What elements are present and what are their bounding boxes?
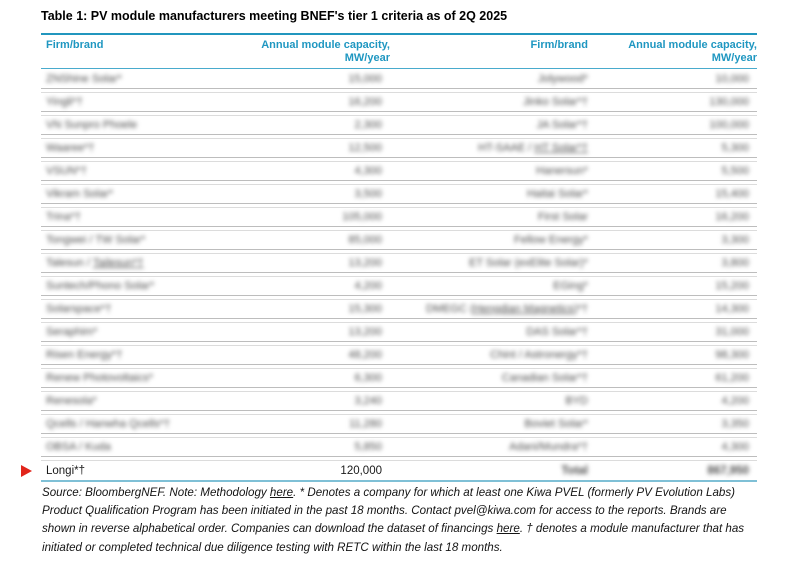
table-row (41, 115, 757, 135)
firm-cell-right: DMEGC (Hengdian Magnetics)*† (425, 303, 588, 315)
firm-cell-right: Boviet Solar* (524, 418, 588, 430)
firm-cell-left: Suntech/Phono Solar* (46, 280, 155, 292)
capacity-cell-left: 13,200 (348, 257, 382, 269)
table-row (41, 253, 757, 273)
header-firm-right: Firm/brand (530, 39, 588, 51)
firm-cell-right: Fellow Energy* (514, 234, 588, 246)
firm-cell-left: Waaree*† (46, 142, 95, 154)
table-row (41, 69, 757, 89)
table-row (41, 322, 757, 342)
firm-cell-left: Qcells / Hanwha Qcells*† (46, 418, 171, 430)
capacity-cell-left: 11,280 (349, 418, 382, 430)
table-row (41, 414, 757, 434)
capacity-cell-right: 31,000 (715, 326, 749, 338)
table-header-row (41, 35, 757, 69)
table-row (41, 161, 757, 181)
note-text: . † denotes a module manufacturer that has initiated or completed technical due diligence testing with RETC within the last 18 months. (42, 522, 745, 554)
firm-cell-right: Jinko Solar*† (523, 96, 588, 108)
capacity-cell-right: 5,300 (721, 142, 749, 154)
capacity-cell-right: 15,200 (715, 280, 749, 292)
table-row (41, 207, 757, 227)
firm-cell-right: BYD (565, 395, 588, 407)
capacity-cell-right: 10,000 (715, 72, 749, 85)
firm-cell-left: OBSA / Kuda (46, 441, 111, 453)
firm-cell-right: Jolywood* (537, 72, 588, 85)
capacity-cell-right: 14,300 (715, 303, 749, 315)
firm-cell-right: Hanersun* (536, 165, 588, 177)
methodology-link[interactable]: here (269, 486, 294, 499)
note-text: . * Denotes a company for which at least one Kiwa PVEL (formerly PV Evolution Labs) Product Qualification Program has been initiated in the past 18 months. Contact pvel@kiwa.com for access to the reports. Brands are shown in reverse alphabetical order. Companies can download the dataset of financings (42, 486, 735, 536)
red-arrow-icon (21, 465, 32, 477)
capacity-cell-right: 3,300 (721, 234, 749, 246)
capacity-cell-left: 15,300 (348, 303, 382, 315)
note-text: Source: BloombergNEF. Note: Methodology (42, 486, 270, 499)
firm-cell-left: ZNShine Solar* (46, 72, 122, 85)
capacity-cell-right: 61,200 (715, 372, 749, 384)
capacity-cell-left: 2,300 (354, 119, 382, 131)
firm-cell-left: Vikram Solar* (46, 188, 114, 200)
table-row (41, 345, 757, 365)
header-firm-left: Firm/brand (46, 39, 104, 51)
longi-firm-cell: Longi*† (41, 465, 211, 477)
capacity-cell-left: 16,200 (348, 96, 382, 108)
firm-cell-left: Renesola* (46, 395, 97, 407)
capacity-cell-right: 3,800 (721, 257, 749, 269)
firm-cell-right: ET Solar (exElite Solar)* (468, 257, 588, 269)
capacity-cell-left: 3,500 (354, 188, 382, 200)
firm-cell-right: HT-SAAE / HT Solar*† (478, 142, 588, 154)
header-capacity-left: Annual module capacity, MW/year (261, 39, 390, 64)
capacity-cell-right: 98,300 (715, 349, 749, 361)
capacity-cell-right: 4,300 (721, 441, 749, 453)
table-body (41, 69, 757, 480)
capacity-cell-left: 3,240 (354, 395, 382, 407)
longi-capacity-cell: 120,000 (340, 464, 382, 477)
capacity-cell-left: 4,200 (354, 280, 382, 292)
total-label-cell: Total (561, 464, 588, 477)
capacity-cell-left: 105,000 (342, 211, 382, 223)
capacity-cell-left: 6,300 (354, 372, 382, 384)
firm-cell-left: VSUN*† (46, 165, 87, 177)
firm-cell-right: Chint / Astronergy*† (490, 349, 588, 361)
capacity-cell-right: 4,200 (721, 395, 749, 407)
firm-cell-right: Canadian Solar*† (501, 372, 588, 384)
firm-cell-right: First Solar (537, 211, 588, 223)
firm-cell-left: VN Sunpro Phoele (46, 119, 138, 131)
table-row (41, 92, 757, 112)
firm-cell-left: Talesun / Tailesun*† (46, 257, 144, 269)
table-title: Table 1: PV module manufacturers meeting BNEF's tier 1 criteria as of 2Q 2025 (41, 9, 508, 23)
capacity-cell-left: 12,500 (348, 142, 382, 154)
firm-cell-right: Haitai Solar* (526, 188, 588, 200)
capacity-cell-right: 130,000 (709, 96, 749, 108)
table-row (41, 138, 757, 158)
firm-cell-left: Seraphim* (46, 326, 98, 338)
firm-cell-left: Tongwei / TW Solar* (46, 234, 146, 246)
firm-cell-left: Risen Energy*† (46, 349, 123, 361)
capacity-cell-right: 15,400 (715, 188, 749, 200)
capacity-cell-left: 48,200 (348, 349, 382, 361)
pv-tier1-table (41, 33, 757, 482)
table-row (41, 437, 757, 457)
firm-cell-right: Adani/Mundra*† (509, 441, 588, 453)
table-row (41, 184, 757, 204)
capacity-cell-right: 5,500 (721, 165, 749, 177)
firm-cell-left: Yingli*† (46, 96, 83, 108)
table-row (41, 230, 757, 250)
firm-cell-right: DAS Solar*† (526, 326, 588, 338)
firm-cell-left: Trina*† (46, 211, 82, 223)
firm-cell-right: EGing* (553, 280, 588, 292)
capacity-cell-right: 3,350 (721, 418, 749, 430)
capacity-cell-right: 100,000 (709, 119, 749, 131)
financings-link[interactable]: here (496, 522, 520, 536)
table-row (41, 299, 757, 319)
firm-cell-right: JA Solar*† (536, 119, 588, 131)
source-notes (42, 484, 756, 557)
capacity-cell-left: 13,200 (348, 326, 382, 338)
capacity-cell-left: 5,850 (354, 441, 382, 453)
table-row (41, 368, 757, 388)
header-capacity-right: Annual module capacity, MW/year (628, 39, 757, 64)
capacity-cell-left: 85,000 (348, 234, 382, 246)
table-row (41, 391, 757, 411)
table-row-longi (41, 460, 757, 480)
firm-cell-left: Renew Photovoltaics* (46, 372, 154, 384)
table-row (41, 276, 757, 296)
firm-cell-left: Solarspace*† (46, 303, 112, 315)
capacity-cell-left: 4,300 (354, 165, 382, 177)
total-value-cell: 867,950 (707, 464, 749, 477)
capacity-cell-right: 16,200 (715, 211, 749, 223)
capacity-cell-left: 15,000 (348, 72, 382, 85)
